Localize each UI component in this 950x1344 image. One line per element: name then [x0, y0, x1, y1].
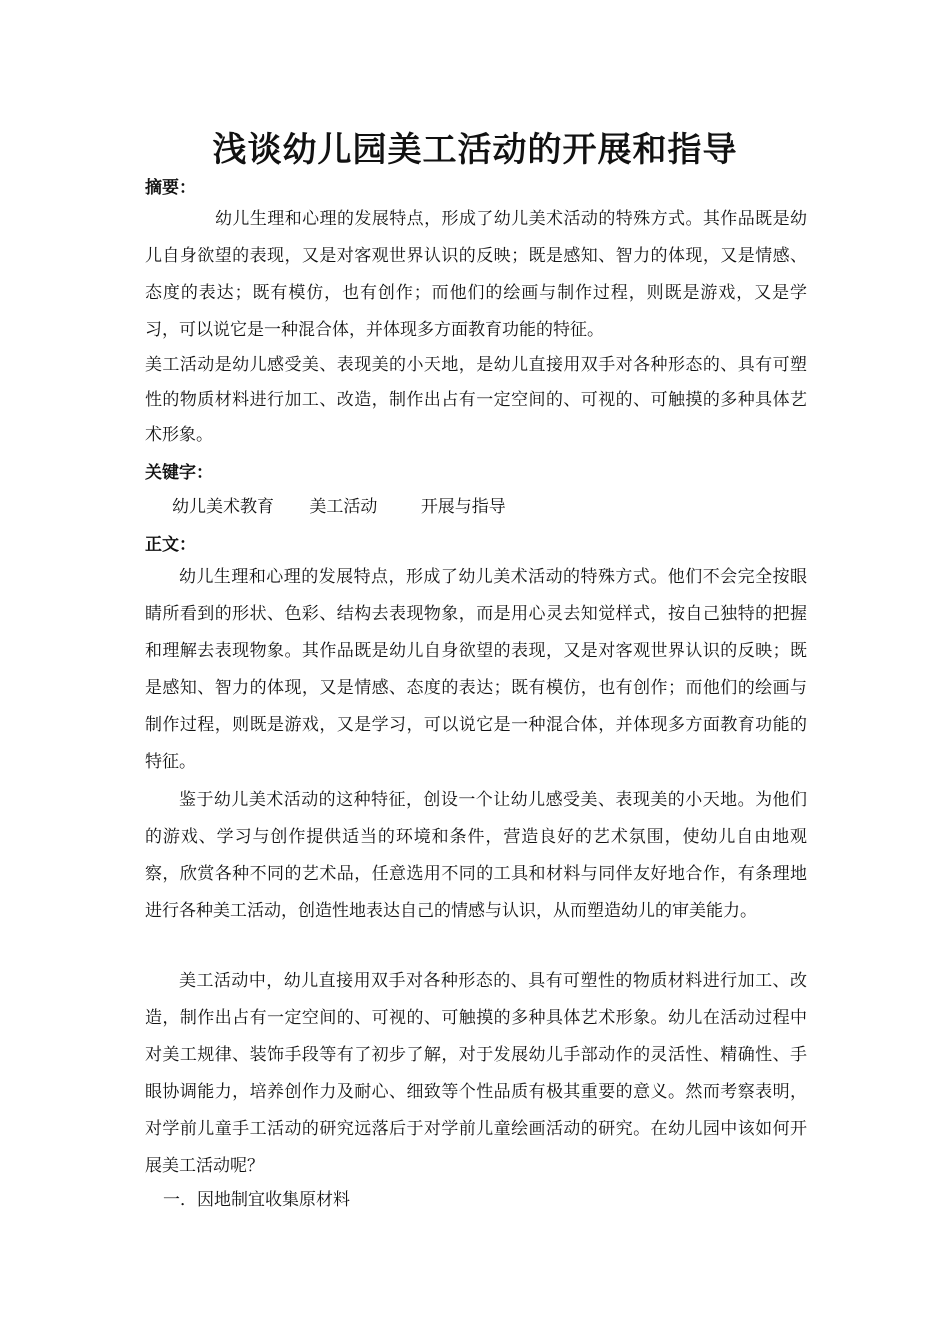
keyword-item: 幼儿美术教育: [172, 497, 274, 517]
body-paragraph-3: 美工活动中，幼儿直接用双手对各种形态的、具有可塑性的物质材料进行加工、改造，制作出占有一定空间的、可视的、可触摸的多种具体艺术形象。幼儿在活动过程中对美工规律、装饰手段等有了初步了解，对于发展幼儿手部动作的灵活性、精确性、手眼协调能力，培养创作力及耐心、细致等个性品质有极其重要的意义。然而考察表明，对学前儿童手工活动的研究远落后于对学前儿童绘画活动的研究。在幼儿园中该如何开展美工活动呢？: [145, 971, 807, 1176]
document-title: 浅谈幼儿园美工活动的开展和指导: [212, 130, 738, 170]
keywords-heading: 关键字：: [145, 463, 213, 483]
abstract-heading: 摘要：: [145, 178, 196, 198]
keyword-item: 开展与指导: [420, 497, 506, 517]
section-heading-1: 一．因地制宜收集原材料: [163, 1190, 350, 1210]
body-heading: 正文：: [145, 535, 196, 555]
abstract-paragraph-1: 幼儿生理和心理的发展特点，形成了幼儿美术活动的特殊方式。其作品既是幼儿自身欲望的表现，又是对客观世界认识的反映；既是感知、智力的体现，又是情感、态度的表达；既有模仿，也有创作；而他们的绘画与制作过程，则既是游戏，又是学习，可以说它是一种混合体，并体现多方面教育功能的特征。: [145, 209, 807, 340]
abstract-paragraph-2: 美工活动是幼儿感受美、表现美的小天地，是幼儿直接用双手对各种形态的、具有可塑性的物质材料进行加工、改造，制作出占有一定空间的、可视的、可触摸的多种具体艺术形象。: [145, 355, 807, 445]
keyword-item: 美工活动: [309, 497, 378, 517]
body-paragraph-1: 幼儿生理和心理的发展特点，形成了幼儿美术活动的特殊方式。他们不会完全按眼睛所看到的形状、色彩、结构去表现物象，而是用心灵去知觉样式，按自己独特的把握和理解去表现物象。其作品既是幼儿自身欲望的表现，又是对客观世界认识的反映；既是感知、智力的体现，又是情感、态度的表达；既有模仿，也有创作；而他们的绘画与制作过程，则既是游戏，又是学习，可以说它是一种混合体，并体现多方面教育功能的特征。: [145, 567, 807, 772]
body-paragraph-2: 鉴于幼儿美术活动的这种特征，创设一个让幼儿感受美、表现美的小天地。为他们的游戏、学习与创作提供适当的环境和条件，营造良好的艺术氛围，使幼儿自由地观察，欣赏各种不同的艺术品，任意选用不同的工具和材料与同伴友好地合作，有条理地进行各种美工活动，创造性地表达自己的情感与认识，从而塑造幼儿的审美能力。: [145, 790, 807, 921]
keywords-list: [172, 495, 506, 519]
